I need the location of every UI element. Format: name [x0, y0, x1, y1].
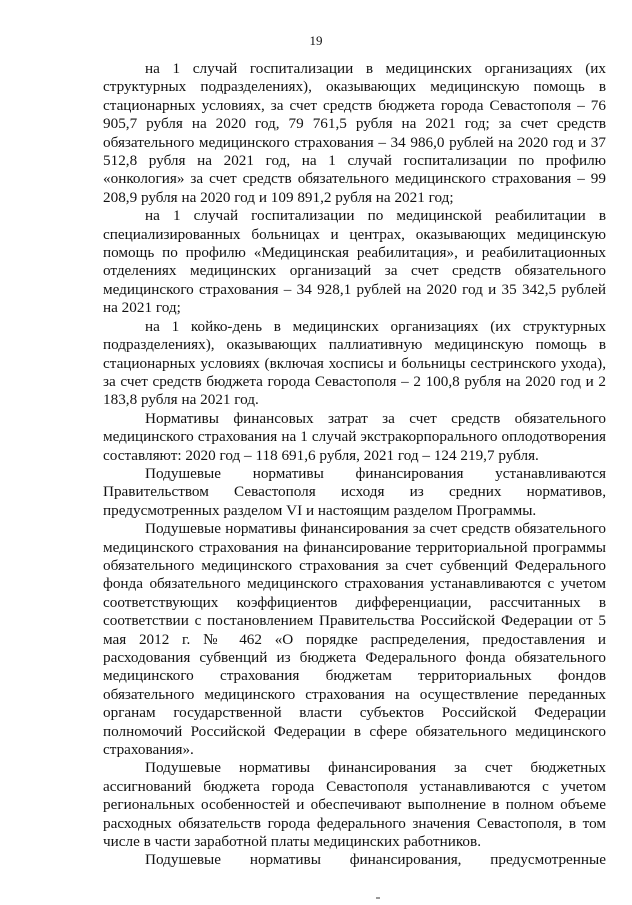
page-number: 19 — [309, 33, 323, 48]
paragraph-budget-per-capita-norms: Подушевые нормативы финансирования за счет бюджетных ассигнований бюджета города Севастополя устанавливаются с учетом региональных особенностей и обеспечивают выполнение в полном объеме расходных обязательств города федерального значения Севастополя, в том числе в части заработной платы медицинских работников. — [103, 759, 606, 851]
paragraph-ivf-cost: Нормативы финансовых затрат за счет средств обязательного медицинского страхования на 1 случай экстракорпорального оплодотворения составляют: 2020 год – 118 691,6 рубля, 2021 год – 124 219,7 рубля. — [103, 409, 606, 464]
paragraph-per-capita-norms: Подушевые нормативы финансирования устанавливаются Правительством Севастополя исходя из средних нормативов, предусмотренных разделом VI и настоящим разделом Программы. — [103, 464, 606, 519]
paragraph-rehabilitation-cost: на 1 случай госпитализации по медицинской реабилитации в специализированных больницах и центрах, оказывающих медицинскую помощь по профилю «Медицинская реабилитация», и реабилитационных отделениях медицинских организаций за счет средств обязательного медицинского страхования – 34 928,1 рублей на 2020 год и 35 342,5 рублей на 2021 год; — [103, 207, 606, 317]
paragraph-continuation: Подушевые нормативы финансирования, предусмотренные — [145, 851, 606, 869]
document-body — [103, 60, 606, 870]
paragraph-hospitalization-cost: на 1 случай госпитализации в медицинских организациях (их структурных подразделениях), оказывающих медицинскую помощь в стационарных условиях, за счет средств бюджета города Севастополя – 76 905,7 рубля на 2020 год, 79 761,5 рубля на 2021 год; за счет средств обязательного медицинского страхования – 34 986,0 рублей на 2020 год и 37 512,8 рубля на 2021 год, на 1 случай госпитализации по профилю «онкология» за счет средств обязательного медицинского страхования – 99 208,9 рубля на 2020 год и 109 891,2 рубля на 2021 год; — [103, 60, 606, 206]
paragraph-palliative-bed-day-cost: на 1 койко-день в медицинских организациях (их структурных подразделениях), оказывающих паллиативную медицинскую помощь в стационарных условиях (включая хосписы и больницы сестринского ухода), за счет средств бюджета города Севастополя – 2 100,8 рубля на 2020 год и 2 183,8 рубля на 2021 год. — [103, 317, 606, 409]
paragraph-oms-per-capita-norms: Подушевые нормативы финансирования за счет средств обязательного медицинского страхования на финансирование территориальной программы обязательного медицинского страхования за счет субвенций Федерального фонда обязательного медицинского страхования устанавливаются с учетом соответствующих коэффициентов дифференциации, рассчитанных в соответствии с постановлением Правительства Российской Федерации от 5 мая 2012 г. № 462 «О порядке распределения, предоставления и расходования субвенций из бюджета Федерального фонда обязательного медицинского страхования бюджетам территориальных фондов обязательного медицинского страхования на осуществление переданных органам государственной власти субъектов Российской Федерации полномочий Российской Федерации в сфере обязательного медицинского страхования». — [103, 520, 606, 759]
scan-mark — [376, 897, 380, 899]
